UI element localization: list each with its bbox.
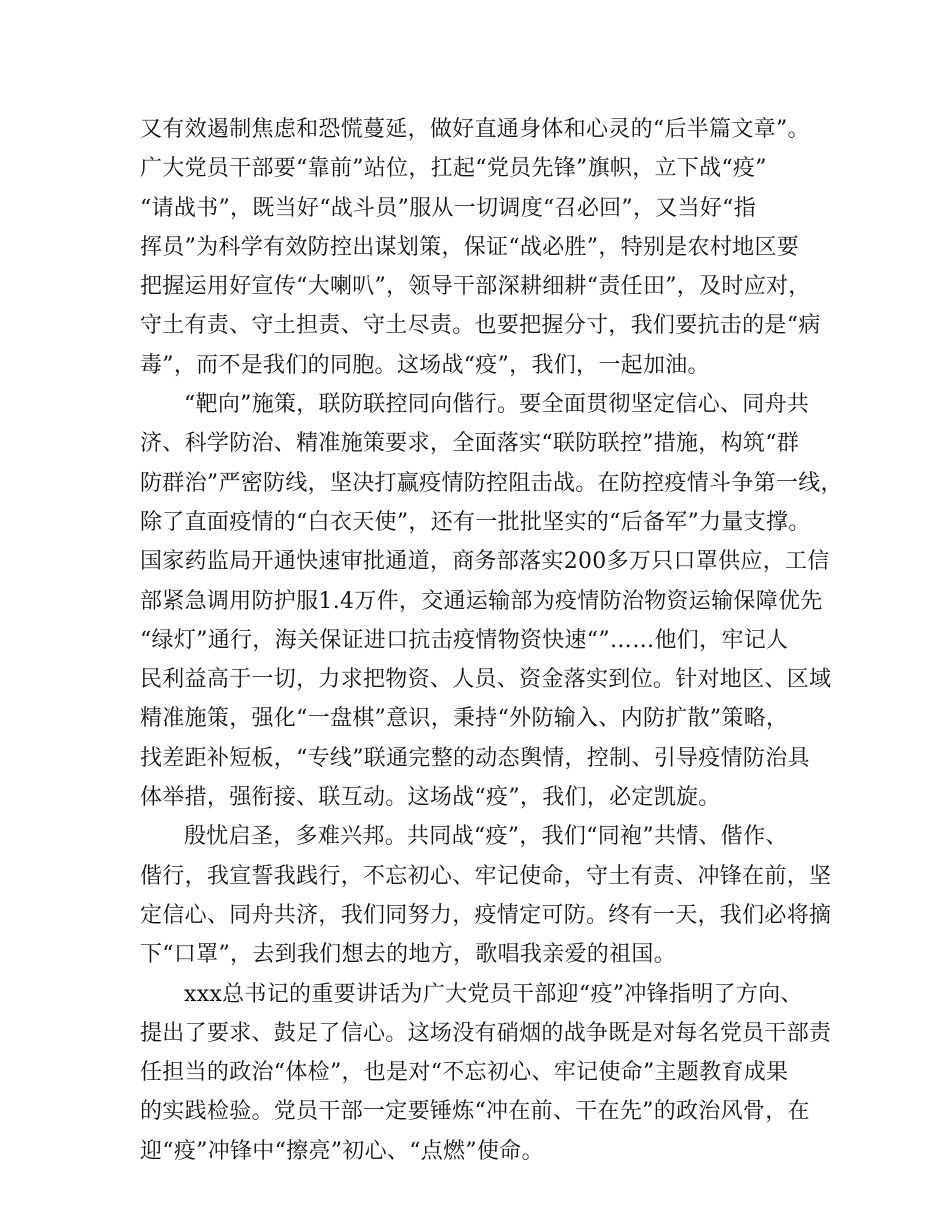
text-line: 体举措，强衔接、联互动。这场战“疫”，我们，必定凯旋。 [140, 785, 721, 811]
text-line: 精准施策，强化“一盘棋”意识，秉持“外防输入、内防扩散”策略， [140, 706, 789, 732]
text-line: 部紧急调用防护服1.4万件，交通运输部为疫情防治物资运输保障优先 [140, 588, 823, 614]
paragraph-first-line: “靶向”施策，联防联控同向偕行。要全面贯彻坚定信心、同舟共 [184, 392, 810, 418]
text-line: 任担当的政治“体检”，也是对“不忘初心、牢记使命”主题教育成果 [140, 1060, 789, 1086]
text-line: 把握运用好宣传“大喇叭”，领导干部深耕细耕“责任田”，及时应对， [140, 274, 811, 300]
document-body [140, 110, 843, 1171]
text-line: 民利益高于一切，力求把物资、人员、资金落实到位。针对地区、区域 [140, 667, 832, 693]
text-line: 防群治”严密防线，坚决打赢疫情防控阻击战。在防控疫情斗争第一线， [140, 470, 843, 496]
text-line: 守土有责、守土担责、守土尽责。也要把握分寸，我们要抗击的是“病 [140, 313, 821, 339]
text-line: 定信心、同舟共济，我们同努力，疫情定可防。终有一天，我们必将摘 [140, 902, 832, 928]
text-line: 迎“疫”冲锋中“擦亮”初心、“点燃”使命。 [140, 1138, 544, 1164]
paragraph-first-line: 殷忧启圣，多难兴邦。共同战“疫”，我们“同袍”共情、偕作、 [184, 824, 788, 850]
text-line: 偕行，我宣誓我践行，不忘初心、牢记使命，守土有责、冲锋在前，坚 [140, 863, 832, 889]
text-line: 提出了要求、鼓足了信心。这场没有硝烟的战争既是对每名党员干部责 [140, 1020, 832, 1046]
paragraph-first-line: xxx总书记的重要讲话为广大党员干部迎“疫”冲锋指明了方向、 [184, 981, 803, 1007]
text-line: 广大党员干部要“靠前”站位，扛起“党员先锋”旗帜，立下战“疫” [140, 156, 767, 182]
text-line: “绿灯”通行，海关保证进口抗击疫情物资快速“”……他们，牢记人 [140, 627, 789, 653]
text-line: 下“口罩”，去到我们想去的地方，歌唱我亲爱的祖国。 [140, 942, 676, 968]
text-line: “请战书”，既当好“战斗员”服从一切调度“召必回”，又当好“指 [140, 195, 757, 221]
text-line: 国家药监局开通快速审批通道，商务部落实200多万只口罩供应，工信 [140, 549, 830, 575]
text-line: 除了直面疫情的“白衣天使”，还有一批批坚实的“后备军”力量支撑。 [140, 509, 811, 535]
text-line: 济、科学防治、精准施策要求，全面落实“联防联控”措施，构筑“群 [140, 431, 800, 457]
text-line: 挥员”为科学有效防控出谋划策，保证“战必胜”，特别是农村地区要 [140, 234, 800, 260]
text-line: 又有效遏制焦虑和恐慌蔓延，做好直通身体和心灵的“后半篇文章”。 [140, 117, 810, 142]
text-line: 的实践检验。党员干部一定要锤炼“冲在前、干在先”的政治风骨，在 [140, 1099, 810, 1125]
text-line: 毒”，而不是我们的同胞。这场战“疫”，我们，一起加油。 [140, 352, 710, 378]
text-line: 找差距补短板，“专线”联通完整的动态舆情，控制、引导疫情防治具 [140, 745, 810, 771]
